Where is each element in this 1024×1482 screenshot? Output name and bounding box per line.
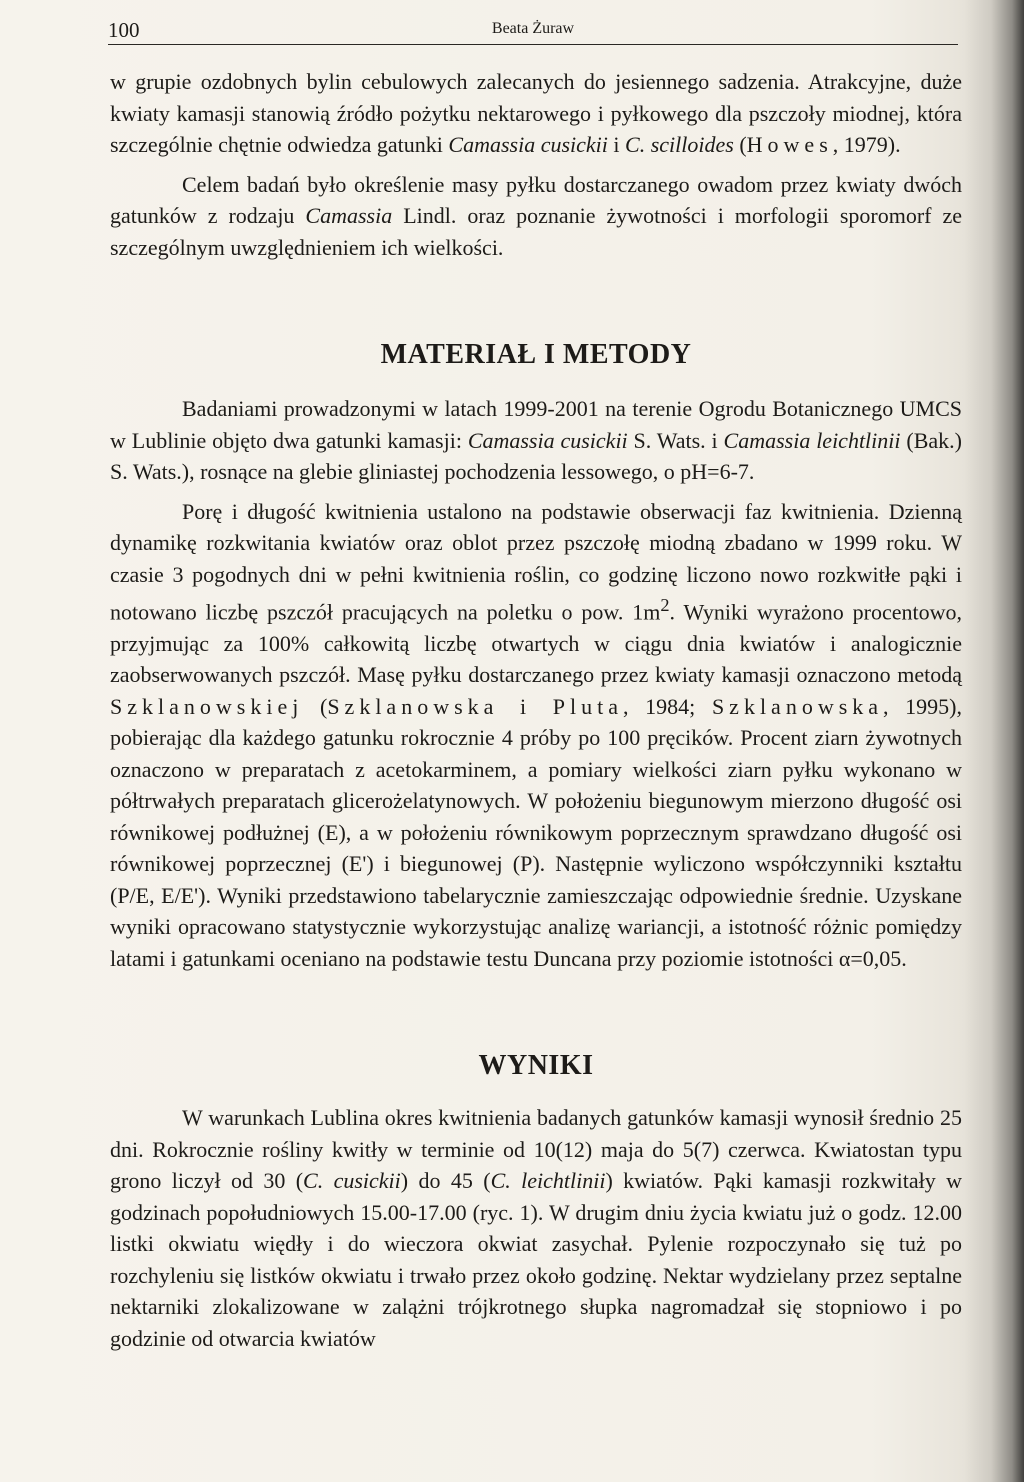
- methods-paragraph-2: [110, 496, 962, 975]
- intro-paragraph-1: [110, 66, 962, 161]
- text-run: . Wyniki wyrażono procentowo, przyjmując za 100% całkowitą liczbę otwartych w ciągu dnia kwiatów i analogicznie zaobserwowanych pszczół. Masę pyłku dostarczanego przez kwiaty kamasji oznaczono metodą: [110, 599, 962, 688]
- species-name: Camassia cusickii: [448, 132, 608, 157]
- text-run: w grupie ozdobnych bylin cebulowych zalecanych do jesiennego sadzenia. Atrakcyjne, duże kwiaty kamasji stanowią źródło pożytku nektarowego i pyłkowego dla pszczoły miodnej, która szczególnie chętnie odwiedza gatunki: [110, 69, 962, 157]
- page-edge-shadow: [964, 0, 1024, 1482]
- text-run: S. Wats. i: [627, 427, 724, 453]
- text-run: ) do 45 (: [400, 1168, 491, 1194]
- intro-paragraph-2: [110, 169, 962, 264]
- citation-author: Szklanowskiej: [110, 693, 304, 719]
- genus-name: Camassia: [305, 203, 393, 228]
- text-run: i: [607, 132, 626, 157]
- page-header: [108, 14, 958, 45]
- text-run: (: [303, 693, 328, 719]
- text-run: W warunkach Lublina okres kwitnienia badanych gatunków kamasji wynosił średnio 25 dni. Rokrocznie rośliny kwitły w terminie od 10(12) maja do 5(7) czerwca. Kwiatostan typu grono liczył od 30 (: [110, 1105, 962, 1194]
- citation-author: Howes: [746, 132, 833, 157]
- results-paragraph-1: [110, 1102, 962, 1354]
- article-body: [110, 66, 962, 1354]
- text-run: , 1979).: [832, 132, 901, 157]
- text-run: Lindl. oraz poznanie żywotności i morfologii sporomorf ze szczególnym uwzględnieniem ich wielkości.: [110, 203, 963, 260]
- page-number: 100: [108, 18, 140, 42]
- text-run: , 1995), pobierając dla każdego gatunku rokrocznie 4 próby po 100 pręcików. Procent ziarn żywotnych oznaczono w preparatach z acetokarminem, a pomiary wielkości ziarn pyłku wykonano w półtrwałych preparatach glicerożelatynowych. W położeniu biegunowym mierzono długość osi równikowej podłużnej (E), a w położeniu równikowym poprzecznym sprawdzano długość osi równikowej poprzecznej (E') i biegunowej (P). Następnie wyliczono współczynniki kształtu (P/E, E/E'). Wyniki przedstawiono tabelarycznie zamieszczając odpowiednie średnie. Uzyskane wyniki opracowano statystycznie wykorzystując analizę wariancji, a istotność różnic pomiędzy latami i gatunkami oceniano na podstawie testu Duncana przy poziomie istotności α=0,05.: [110, 693, 963, 971]
- text-run: (: [733, 132, 747, 157]
- text-run: Porę i długość kwitnienia ustalono na podstawie obserwacji faz kwitnienia. Dzienną dynamikę rozkwitania kwiatów oraz oblot przez pszczołę miodną zbadano w 1999 roku. W czasie 3 pogodnych dni w pełni kwitnienia roślin, co godzinę liczono nowo rozkwitłe pąki i notowano liczbę pszczół pracujących na poletku o pow. 1m: [110, 498, 962, 625]
- superscript: 2: [660, 595, 670, 615]
- section-title-results: WYNIKI: [478, 1050, 594, 1082]
- species-name: C. scilloides: [625, 132, 734, 157]
- species-name: Camassia cusickii: [467, 427, 628, 453]
- citation-author: Szklanowska i Pluta: [327, 693, 624, 719]
- methods-paragraph-1: [110, 393, 962, 488]
- text-run: , 1984;: [623, 693, 712, 719]
- species-name: Camassia leichtlinii: [723, 427, 901, 453]
- species-name: C. cusickii: [303, 1168, 401, 1194]
- species-name: C. leichtlinii: [490, 1168, 606, 1194]
- text-run: Badaniami prowadzonymi w latach 1999-2001 na terenie Ogrodu Botanicznego UMCS w Lublinie objęto dwa gatunki kamasji:: [110, 396, 962, 453]
- text-run: (Bak.) S. Wats.), rosnące na glebie gliniastej pochodzenia lessowego, o pH=6-7.: [110, 427, 962, 484]
- citation-author: Szklanowska: [711, 693, 884, 719]
- text-run: Celem badań było określenie masy pyłku dostarczanego owadom przez kwiaty dwóch gatunków z rodzaju: [110, 171, 962, 228]
- running-head: Beata Żuraw: [491, 20, 575, 37]
- text-run: ) kwiatów. Pąki kamasji rozkwitały w godzinach popołudniowych 15.00-17.00 (ryc. 1). W drugim dniu życia kwiatu już o godz. 12.00 listki okwiatu więdły i do wieczora okwiat zasychał. Pylenie rozpoczynało się tuż po rozchyleniu się listków okwiatu i trwało przez około godzinę. Nektar wydzielany przez septalne nektarniki zlokalizowane w zalążni trójkrotnego słupka nagromadzał się stopniowo i po godzinie od otwarcia kwiatów: [110, 1168, 962, 1351]
- section-title-methods: MATERIAŁ I METODY: [380, 339, 692, 370]
